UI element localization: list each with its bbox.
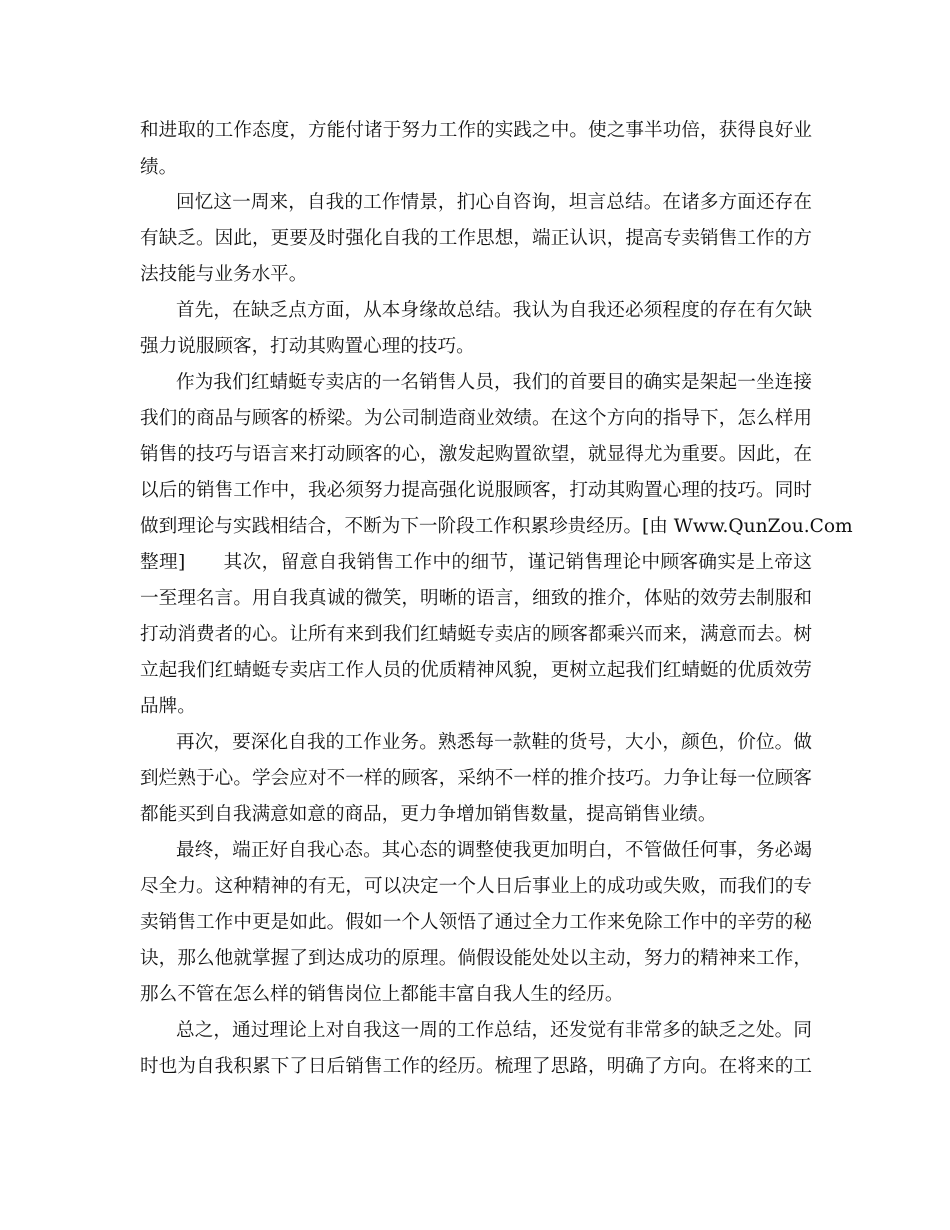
text-line: 都能买到自我满意如意的商品，更力争增加销售数量，提高销售业绩。 — [140, 804, 717, 825]
text-line: 有缺乏。因此，更要及时强化自我的工作思想，端正认识，提高专卖销售工作的方 — [140, 228, 812, 249]
text-line: 绩。 — [140, 157, 178, 178]
paragraph-first-line: 再次，要深化自我的工作业务。熟悉每一款鞋的货号，大小，颜色，价位。做 — [176, 732, 812, 753]
paragraph-first-line: 作为我们红蜻蜓专卖店的一名销售人员，我们的首要目的确实是架起一坐连接 — [176, 372, 812, 393]
text-line: 尽全力。这种精神的有无，可以决定一个人日后事业上的成功或失败，而我们的专 — [140, 876, 812, 897]
text-line: 做到理论与实践相结合，不断为下一阶段工作积累珍贵经历。[由 Www.QunZou.Com — [140, 516, 853, 537]
text-line: 强力说服顾客，打动其购置心理的技巧。 — [140, 336, 475, 357]
text-line: 那么不管在怎么样的销售岗位上都能丰富自我人生的经历。 — [140, 984, 624, 1005]
text-line: 品牌。 — [140, 696, 196, 717]
text-line: 卖销售工作中更是如此。假如一个人领悟了通过全力工作来免除工作中的辛劳的秘 — [140, 912, 812, 933]
text-line: 打动消费者的心。让所有来到我们红蜻蜓专卖店的顾客都乘兴而来，满意而去。树 — [140, 624, 812, 645]
paragraph-first-line: 首先，在缺乏点方面，从本身缘故总结。我认为自我还必须程度的存在有欠缺 — [176, 300, 812, 321]
text-line: 销售的技巧与语言来打动顾客的心，激发起购置欲望，就显得尤为重要。因此，在 — [140, 444, 812, 465]
text-line: 时也为自我积累下了日后销售工作的经历。梳理了思路，明确了方向。在将来的工 — [140, 1056, 812, 1077]
text-line: 整理] 其次，留意自我销售工作中的细节，谨记销售理论中顾客确实是上帝这 — [140, 552, 812, 573]
text-line: 我们的商品与顾客的桥梁。为公司制造商业效绩。在这个方向的指导下，怎么样用 — [140, 408, 812, 429]
paragraph-first-line: 回忆这一周来，自我的工作情景，扪心自咨询，坦言总结。在诸多方面还存在 — [176, 192, 812, 213]
text-line: 法技能与业务水平。 — [140, 264, 308, 285]
text-line: 和进取的工作态度，方能付诸于努力工作的实践之中。使之事半功倍，获得良好业 — [140, 120, 812, 141]
text-line: 立起我们红蜻蜓专卖店工作人员的优质精神风貌，更树立起我们红蜻蜓的优质效劳 — [140, 660, 812, 681]
text-line: 到烂熟于心。学会应对不一样的顾客，采纳不一样的推介技巧。力争让每一位顾客 — [140, 768, 812, 789]
text-line: 以后的销售工作中，我必须努力提高强化说服顾客，打动其购置心理的技巧。同时 — [140, 480, 812, 501]
text-line: 一至理名言。用自我真诚的微笑，明晰的语言，细致的推介，体贴的效劳去制服和 — [140, 588, 812, 609]
paragraph-first-line: 总之，通过理论上对自我这一周的工作总结，还发觉有非常多的缺乏之处。同 — [176, 1020, 812, 1041]
text-line: 诀，那么他就掌握了到达成功的原理。倘假设能处处以主动，努力的精神来工作， — [140, 948, 812, 969]
paragraph-first-line: 最终，端正好自我心态。其心态的调整使我更加明白，不管做任何事，务必竭 — [176, 840, 812, 861]
